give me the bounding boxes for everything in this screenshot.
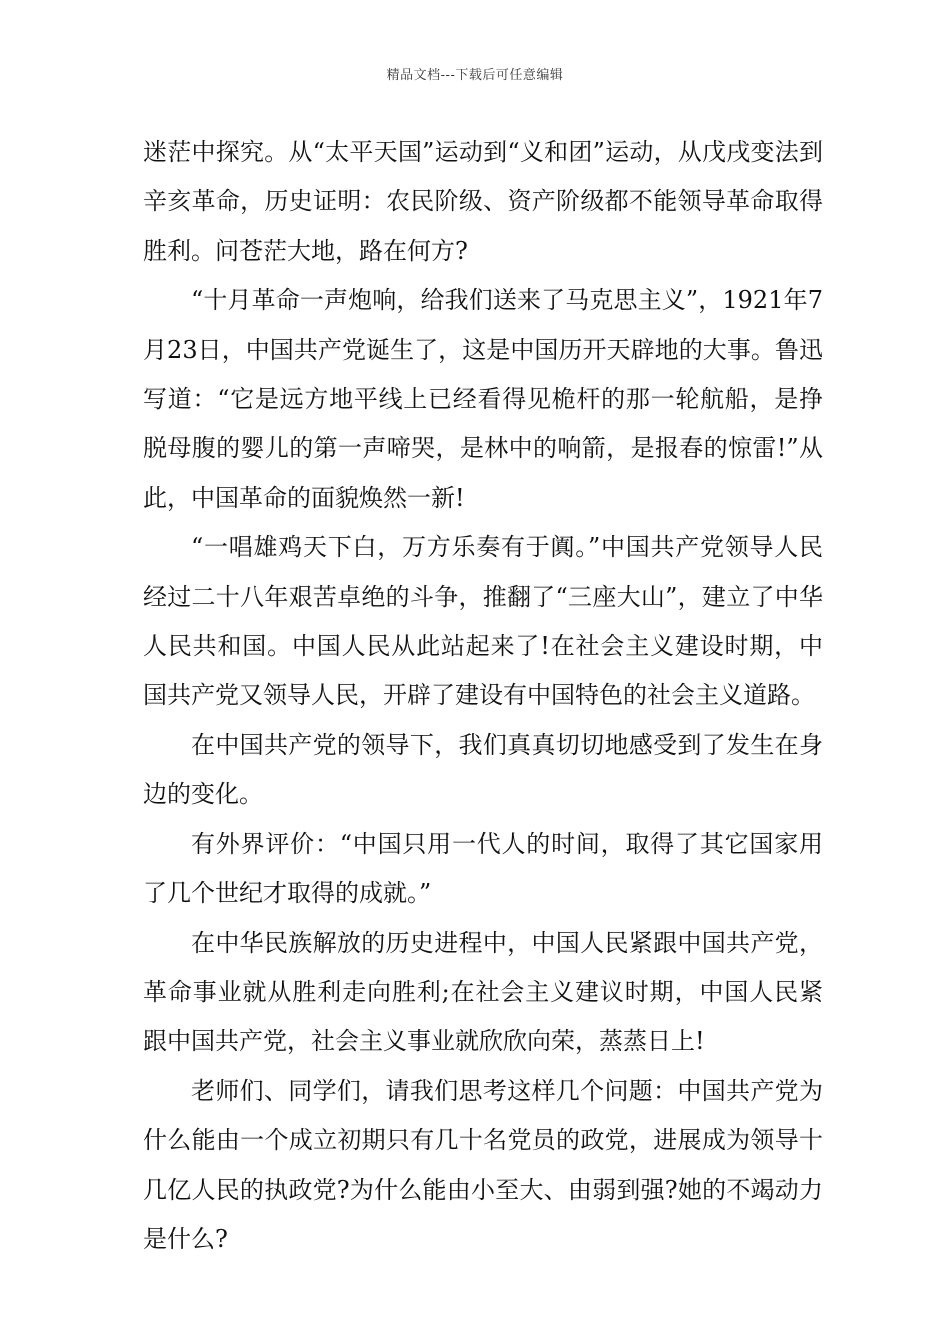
paragraph-7: 老师们、同学们，请我们思考这样几个问题：中国共产党为什么能由一个成立初期只有几十名党员的政党，进展成为领导十几亿人民的执政党?为什么能由小至大、由弱到强?她的不竭动力是什么? xyxy=(143,1076,823,1253)
paragraph-2: “十月革命一声炮响，给我们送来了马克思主义”，1921年7月23日，中国共产党诞生了，这是中国历开天辟地的大事。鲁迅写道：“它是远方地平线上已经看得见桅杆的那一轮航船，是挣脱母腹的婴儿的第一声啼哭，是林中的响箭，是报春的惊雷!”从此，中国革命的面貌焕然一新! xyxy=(143,286,823,512)
page-header: 精品文档---下载后可任意编辑 xyxy=(386,68,564,83)
paragraph-6: 在中华民族解放的历史进程中，中国人民紧跟中国共产党，革命事业就从胜利走向胜利;在社会主义建议时期，中国人民紧跟中国共产党，社会主义事业就欣欣向荣，蒸蒸日上! xyxy=(143,928,823,1056)
paragraph-1: 迷茫中探究。从“太平天国”运动到“义和团”运动，从戊戌变法到辛亥革命，历史证明：农民阶级、资产阶级都不能领导革命取得胜利。问苍茫大地，路在何方? xyxy=(143,138,823,265)
paragraph-4: 在中国共产党的领导下，我们真真切切地感受到了发生在身边的变化。 xyxy=(143,730,823,809)
paragraph-3: “一唱雄鸡天下白，万方乐奏有于阗。”中国共产党领导人民经过二十八年艰苦卓绝的斗争，推翻了“三座大山”，建立了中华人民共和国。中国人民从此站起来了!在社会主义建设时期，中国共产党又领导人民，开辟了建设有中国特色的社会主义道路。 xyxy=(143,533,823,710)
document-body xyxy=(143,128,823,1264)
paragraph-5: 有外界评价：“中国只用一代人的时间，取得了其它国家用了几个世纪才取得的成就。” xyxy=(143,829,823,908)
